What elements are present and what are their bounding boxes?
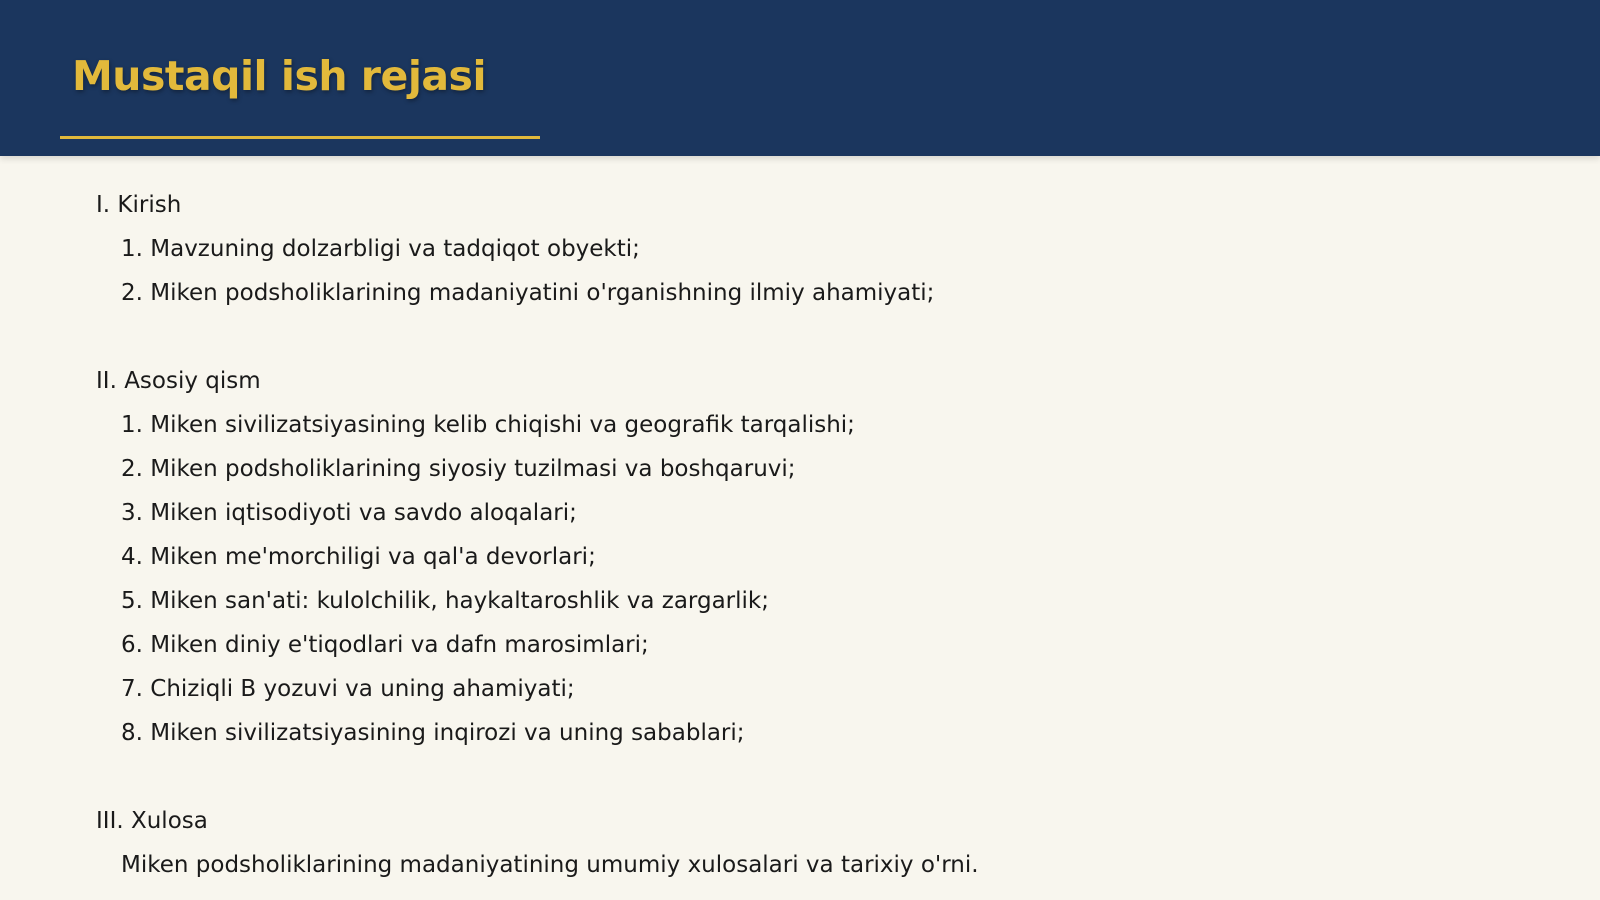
section-kirish xyxy=(96,183,1546,315)
list-item: 4. Miken me'morchiligi va qal'a devorlari; xyxy=(121,544,596,570)
page-title: Mustaqil ish rejasi xyxy=(72,52,487,100)
conclusion-text: Miken podsholiklarining madaniyatining umumiy xulosalari va tarixiy o'rni. xyxy=(121,852,979,878)
list-item: 2. Miken podsholiklarining madaniyatini o'rganishning ilmiy ahamiyati; xyxy=(121,280,935,306)
list-item: 8. Miken sivilizatsiyasining inqirozi va uning sabablari; xyxy=(121,720,745,746)
list-item: 1. Mavzuning dolzarbligi va tadqiqot obyekti; xyxy=(121,236,640,262)
plan-content xyxy=(96,183,1546,887)
list-item: 3. Miken iqtisodiyoti va savdo aloqalari; xyxy=(121,500,577,526)
list-item: 1. Miken sivilizatsiyasining kelib chiqishi va geografik tarqalishi; xyxy=(121,412,855,438)
list-item: 7. Chiziqli B yozuvi va uning ahamiyati; xyxy=(121,676,575,702)
section-heading: I. Kirish xyxy=(96,192,182,218)
section-heading: II. Asosiy qism xyxy=(96,368,261,394)
section-spacer xyxy=(96,315,1546,359)
list-item: 5. Miken san'ati: kulolchilik, haykaltaroshlik va zargarlik; xyxy=(121,588,769,614)
list-item: 6. Miken diniy e'tiqodlari va dafn marosimlari; xyxy=(121,632,649,658)
section-asosiy-qism xyxy=(96,359,1546,755)
section-spacer xyxy=(96,755,1546,799)
section-xulosa xyxy=(96,799,1546,887)
title-underline xyxy=(60,136,540,139)
header-banner xyxy=(0,0,1600,156)
section-heading: III. Xulosa xyxy=(96,808,208,834)
list-item: 2. Miken podsholiklarining siyosiy tuzilmasi va boshqaruvi; xyxy=(121,456,796,482)
